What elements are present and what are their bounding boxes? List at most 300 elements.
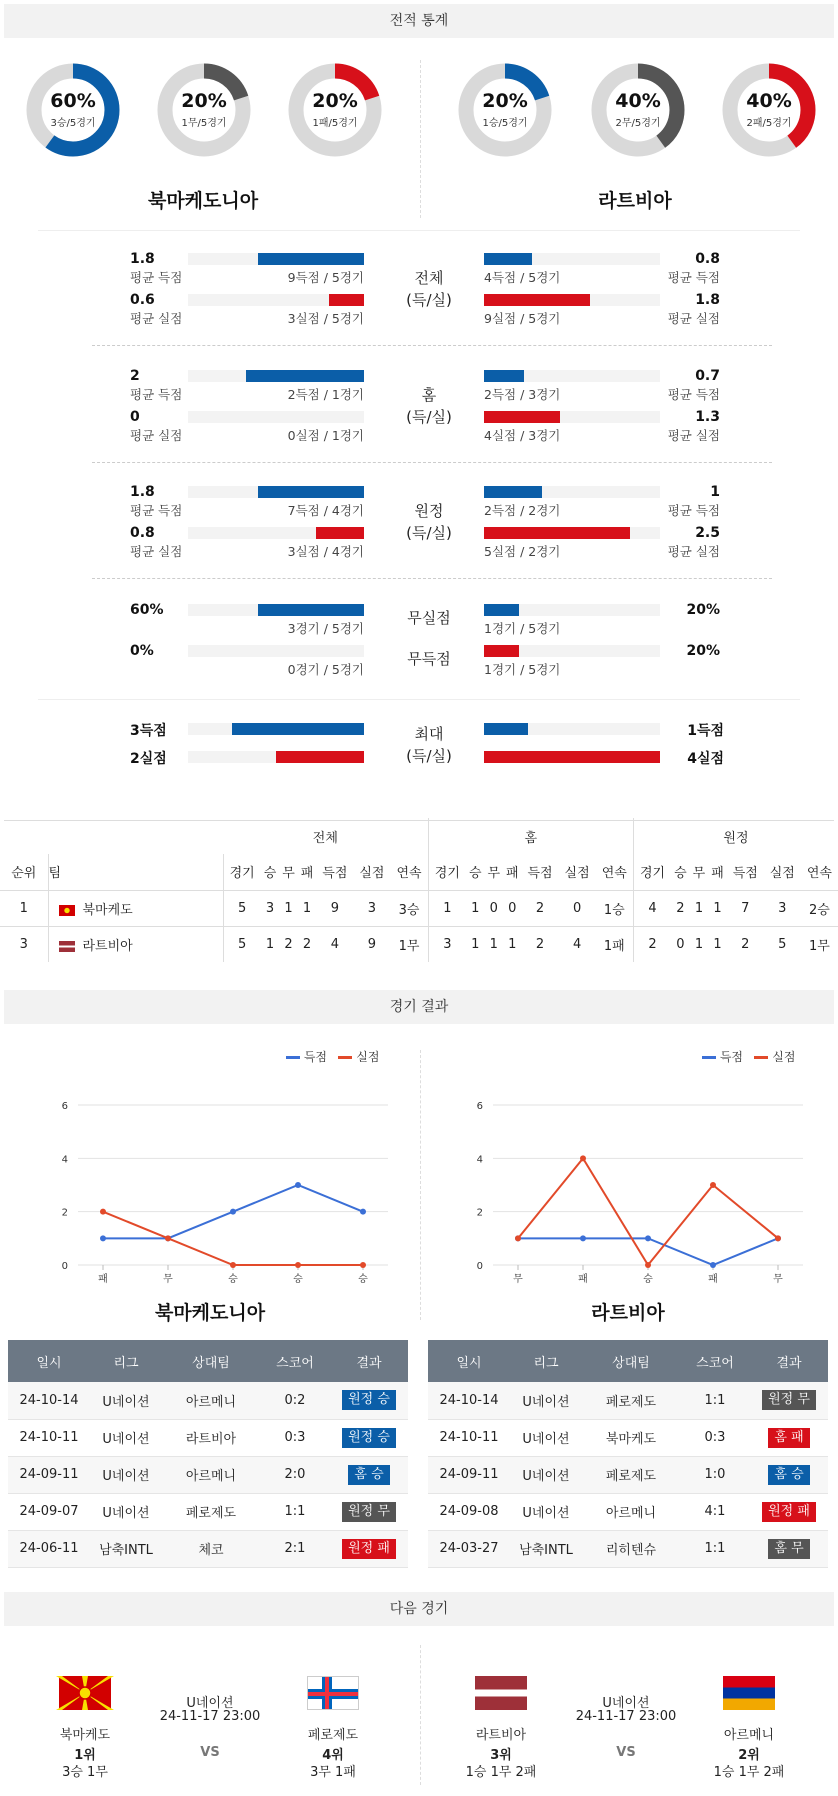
group-away: 원정 [723, 830, 749, 846]
standings-cell: 1 [471, 936, 480, 952]
result-outcome [330, 1493, 408, 1530]
legend-right [702, 1048, 795, 1065]
y-tick-label: 0 [61, 1261, 68, 1272]
home-stat-value: 0.8 [130, 525, 155, 541]
result-score: 1:1 [680, 1530, 750, 1567]
standings-header-cell: 경기 [434, 866, 460, 882]
standings-cell: 5 [238, 900, 247, 916]
next-league: U네이션 [602, 1696, 650, 1711]
results-header-row [8, 1340, 408, 1382]
away-stat-count: 9실점 / 5경기 [484, 311, 561, 326]
results-header-cell: 스코어 [260, 1340, 330, 1382]
standings-cell: 3승 [390, 890, 428, 926]
standings-rank: 1 [0, 890, 48, 926]
x-tick-label: 패 [708, 1274, 718, 1285]
home-team-name: 북마케도니아 [147, 190, 259, 212]
result-outcome [750, 1493, 828, 1530]
next-right-team: 페로제도 [307, 1728, 359, 1743]
team-flag-icon [475, 1676, 527, 1710]
donut-percent: 20% [181, 90, 227, 112]
result-badge: 원정 패 [342, 1539, 396, 1559]
donut-sub: 3승/5경기 [50, 118, 96, 129]
standings-cell: 1무 [808, 938, 830, 954]
result-score: 1:1 [260, 1493, 330, 1530]
section-header-stats: 전적 통계 [4, 4, 834, 38]
result-date: 24-09-07 [8, 1493, 90, 1530]
standings-cell: 2 [284, 936, 293, 952]
x-tick-label: 무 [513, 1274, 523, 1285]
standings-header-cell: 득점 [527, 866, 553, 882]
standings-header-cell: 무 [487, 866, 501, 882]
standings-cell: 3 [367, 900, 377, 916]
home-stat-label: 평균 실점 [130, 544, 183, 559]
team-flag-icon [59, 941, 75, 952]
home-stat-value: 0 [130, 409, 140, 425]
x-tick-label: 승 [293, 1274, 303, 1285]
result-badge: 원정 패 [762, 1502, 816, 1522]
away-stat-bar [484, 527, 630, 539]
donut-sub: 1승/5경기 [482, 118, 528, 129]
result-league: 남축INTL [510, 1530, 582, 1567]
data-point [360, 1262, 366, 1268]
next-left-rank: 3위 [490, 1748, 512, 1763]
legend-scored-label: 득점 [303, 1050, 328, 1064]
stat-group-title [389, 500, 469, 544]
legend-conceded-label: 실점 [356, 1050, 380, 1064]
result-score: 2:0 [260, 1456, 330, 1493]
x-tick-label: 패 [578, 1274, 588, 1285]
away-team-name: 라트비아 [598, 190, 672, 212]
y-tick-label: 2 [476, 1207, 483, 1219]
home-stat-count: 3경기 / 5경기 [287, 621, 364, 636]
next-left-rank: 1위 [74, 1748, 96, 1763]
away-max-value: 4실점 [687, 751, 724, 767]
result-badge: 홈 승 [768, 1465, 809, 1485]
result-badge: 원정 승 [342, 1428, 396, 1448]
data-point [100, 1209, 106, 1215]
next-right-rank: 4위 [322, 1748, 344, 1763]
standings-header-cell: 승 [263, 866, 277, 882]
donut-sub: 2무/5경기 [615, 118, 661, 129]
home-stat-count: 7득점 / 4경기 [287, 503, 364, 518]
standings-cell: 1 [508, 936, 517, 952]
result-badge: 홈 패 [768, 1428, 809, 1448]
standings-header-cell: 순위 [0, 854, 48, 890]
clean-stat-title: 무실점 [407, 609, 451, 627]
result-date: 24-06-11 [8, 1530, 90, 1567]
away-max-bar-track [484, 723, 660, 735]
standings-header-cell: 연속 [806, 866, 832, 882]
away-stat-value: 20% [686, 643, 720, 659]
standings-cell: 2 [648, 936, 657, 952]
data-point [360, 1209, 366, 1215]
standings-team [48, 926, 223, 962]
standings-header-cell: 득점 [732, 866, 758, 882]
legend-conceded-swatch [338, 1056, 352, 1059]
donut-sub: 2패/5경기 [746, 118, 792, 129]
standings-header-cell: 패 [711, 866, 724, 882]
section-header-results: 경기 결과 [4, 990, 834, 1024]
home-stat-count: 2득점 / 1경기 [287, 387, 364, 402]
standings-team-name: 북마케도 [82, 902, 133, 918]
stat-group-title-line: 원정 [414, 502, 444, 520]
divider [92, 462, 772, 463]
divider [92, 345, 772, 346]
result-outcome [330, 1382, 408, 1419]
result-league: U네이션 [510, 1493, 582, 1530]
home-stat-bar-track [188, 253, 364, 265]
donut-chart [25, 62, 121, 158]
standings-cell: 1승 [596, 890, 634, 926]
x-tick-label: 패 [98, 1274, 108, 1285]
result-date: 24-10-14 [428, 1382, 510, 1419]
standings-table [0, 818, 838, 962]
result-date: 24-09-11 [8, 1456, 90, 1493]
away-stat-label: 평균 득점 [667, 387, 720, 402]
data-point [775, 1235, 781, 1241]
home-stat-bar [329, 294, 364, 306]
away-stat-label: 평균 실점 [667, 428, 720, 443]
results-row [8, 1456, 408, 1493]
result-date: 24-10-11 [8, 1419, 90, 1456]
standings-header-cell: 승 [674, 866, 687, 882]
standings-header-cell: 실점 [564, 866, 590, 882]
results-chart-home [30, 1095, 410, 1285]
result-score: 2:1 [260, 1530, 330, 1567]
away-stat-bar-track [484, 645, 660, 657]
standings-cell: 1 [713, 900, 722, 916]
home-stat-label: 평균 득점 [130, 270, 183, 285]
standings-cell: 3 [265, 900, 275, 916]
standings-cell: 1 [713, 936, 722, 952]
data-point [580, 1235, 586, 1241]
home-stat-bar [258, 486, 364, 498]
standings-cell: 1 [265, 936, 275, 952]
y-tick-label: 2 [61, 1207, 68, 1219]
result-opponent: 리히텐슈 [582, 1530, 680, 1567]
away-stat-count: 4득점 / 5경기 [484, 270, 561, 285]
data-point [165, 1235, 171, 1241]
data-point [100, 1235, 106, 1241]
standings-rank: 3 [0, 926, 48, 962]
standings-cell: 0 [676, 936, 685, 952]
donut-percent: 20% [482, 90, 528, 112]
away-stat-value: 1.3 [695, 409, 720, 425]
y-tick-label: 4 [61, 1154, 68, 1166]
y-tick-label: 0 [476, 1261, 483, 1272]
donut-percent: 40% [615, 90, 661, 112]
divider [420, 1645, 421, 1785]
result-opponent: 아르메니 [162, 1382, 260, 1419]
home-stat-bar [246, 370, 364, 382]
next-left-team: 북마케도 [59, 1728, 111, 1743]
away-stat-value: 1.8 [695, 292, 720, 308]
home-stat-value: 0% [130, 643, 154, 659]
standings-cell: 2승 [808, 902, 830, 918]
result-badge: 원정 무 [342, 1502, 396, 1522]
away-stat-count: 5실점 / 2경기 [484, 544, 561, 559]
results-header-row [428, 1340, 828, 1382]
stat-group-title [389, 384, 469, 428]
x-tick-label: 무 [163, 1274, 173, 1285]
max-title-line: (득/실) [406, 747, 452, 765]
results-row [428, 1530, 828, 1567]
divider [38, 699, 800, 700]
result-score: 1:0 [680, 1456, 750, 1493]
legend-scored-swatch [702, 1056, 716, 1059]
standings-cell: 2 [535, 900, 545, 916]
donut-chart [287, 62, 383, 158]
standings-cell: 1 [302, 900, 312, 916]
away-stat-bar [484, 253, 532, 265]
standings-header-cell: 승 [468, 866, 482, 882]
away-stat-label: 평균 실점 [667, 544, 720, 559]
standings-cell: 9 [367, 936, 377, 952]
standings-cell: 2 [676, 900, 685, 916]
standings-header-cell: 무 [282, 866, 295, 882]
results-header-cell: 결과 [750, 1340, 828, 1382]
standings-cell: 2 [741, 936, 750, 952]
donut-chart [590, 62, 686, 158]
result-score: 0:3 [260, 1419, 330, 1456]
next-right-record: 3무 1패 [310, 1765, 356, 1780]
max-title [389, 723, 469, 767]
standings-cell: 4 [330, 936, 339, 952]
data-point [230, 1262, 236, 1268]
next-vs: VS [200, 1745, 220, 1760]
standings-cell: 1 [284, 900, 293, 916]
legend-scored-swatch [286, 1056, 300, 1059]
donut-sub: 1무/5경기 [181, 118, 227, 129]
standings-header-cell: 득점 [322, 866, 348, 882]
home-stat-label: 평균 실점 [130, 311, 183, 326]
series-line-scored [518, 1238, 778, 1265]
away-stat-value: 0.7 [695, 368, 720, 384]
standings-header-row [0, 854, 838, 890]
standings-cell: 3 [443, 936, 452, 952]
home-max-bar-track [188, 723, 364, 735]
results-row [428, 1493, 828, 1530]
result-score: 0:2 [260, 1382, 330, 1419]
legend-conceded-label: 실점 [772, 1050, 796, 1064]
standings-cell: 2 [535, 936, 545, 952]
home-stat-label: 평균 득점 [130, 387, 183, 402]
team-flag-icon [59, 905, 75, 916]
standings-header-cell: 경기 [639, 866, 666, 882]
away-team-name: 라트비아 [591, 1302, 665, 1324]
donut-sub: 1패/5경기 [312, 118, 358, 129]
result-league: U네이션 [510, 1382, 582, 1419]
results-row [8, 1493, 408, 1530]
next-vs: VS [616, 1745, 636, 1760]
result-date: 24-09-08 [428, 1493, 510, 1530]
away-stat-bar [484, 370, 524, 382]
group-total: 전체 [223, 818, 428, 854]
result-opponent: 북마케도 [582, 1419, 680, 1456]
standings-header-cell: 연속 [596, 854, 634, 890]
standings-header-cell: 실점 [769, 866, 795, 882]
home-stat-value: 0.6 [130, 292, 155, 308]
standings-cell: 1패 [596, 926, 634, 962]
max-title-line: 최대 [414, 725, 444, 743]
result-badge: 홈 무 [768, 1539, 809, 1559]
team-flag-icon [59, 1676, 111, 1710]
divider [420, 1050, 421, 1320]
standings-cell: 0 [572, 900, 582, 916]
standings-header-cell: 패 [505, 866, 519, 882]
standings-header-cell: 경기 [229, 866, 255, 882]
results-header-cell: 결과 [330, 1340, 408, 1382]
standings-header-cell: 실점 [359, 866, 385, 882]
away-stat-bar-track [484, 604, 660, 616]
home-stat-count: 9득점 / 5경기 [287, 270, 364, 285]
next-league: U네이션 [186, 1696, 234, 1711]
away-stat-bar-track [484, 527, 660, 539]
result-outcome [750, 1456, 828, 1493]
data-point [515, 1235, 521, 1241]
standings-cell: 1 [489, 936, 498, 952]
result-opponent: 아르메니 [162, 1456, 260, 1493]
x-tick-label: 무 [773, 1274, 783, 1285]
away-max-bar-track [484, 751, 660, 763]
result-opponent: 페로제도 [582, 1382, 680, 1419]
home-stat-bar-track [188, 294, 364, 306]
results-header-cell: 리그 [510, 1340, 582, 1382]
result-league: U네이션 [90, 1382, 162, 1419]
flag-cross-h-red [308, 1692, 358, 1696]
standings-cell: 4 [572, 936, 582, 952]
next-left-team: 라트비아 [475, 1728, 527, 1743]
standings-team-name: 라트비아 [82, 938, 133, 954]
standings-cell: 5 [778, 936, 787, 952]
result-opponent: 페로제도 [162, 1493, 260, 1530]
next-right-team: 아르메니 [723, 1728, 775, 1743]
y-tick-label: 6 [476, 1101, 483, 1112]
home-stat-bar [316, 527, 364, 539]
home-stat-label: 평균 실점 [130, 428, 183, 443]
standings-cell: 4 [648, 900, 657, 916]
standings-row [0, 926, 838, 962]
results-row [8, 1530, 408, 1567]
home-stat-bar-track [188, 370, 364, 382]
home-stat-value: 60% [130, 602, 164, 618]
home-stat-value: 1.8 [130, 251, 155, 267]
divider [38, 230, 800, 231]
home-max-value: 2실점 [130, 751, 167, 767]
team-flag-icon [723, 1676, 775, 1710]
away-stat-bar-track [484, 253, 660, 265]
away-stat-value: 2.5 [695, 525, 720, 541]
home-stat-label: 평균 득점 [130, 503, 183, 518]
home-stat-value: 2 [130, 368, 140, 384]
away-max-bar [484, 751, 660, 763]
standings-cell: 1무 [390, 926, 428, 962]
next-right-rank: 2위 [738, 1748, 760, 1763]
result-score: 0:3 [680, 1419, 750, 1456]
away-stat-bar [484, 604, 519, 616]
data-point [580, 1155, 586, 1161]
data-point [295, 1182, 301, 1188]
result-outcome [330, 1530, 408, 1567]
result-badge: 원정 승 [342, 1390, 396, 1410]
donut-chart [156, 62, 252, 158]
results-row [8, 1382, 408, 1419]
next-datetime: 24-11-17 23:00 [575, 1709, 677, 1724]
legend-left [286, 1048, 379, 1065]
away-stat-bar [484, 294, 590, 306]
flag-rays [59, 1676, 111, 1710]
result-outcome [330, 1456, 408, 1493]
away-max-bar [484, 723, 528, 735]
away-stat-value: 20% [686, 602, 720, 618]
standings-cell: 3 [778, 900, 787, 916]
stat-group-title-line: (득/실) [406, 408, 452, 426]
donut-chart [721, 62, 817, 158]
results-table-away [428, 1340, 828, 1568]
result-league: 남축INTL [90, 1530, 162, 1567]
donut-percent: 20% [312, 90, 358, 112]
donut-chart [457, 62, 553, 158]
away-stat-count: 1경기 / 5경기 [484, 621, 561, 636]
home-stat-count: 0경기 / 5경기 [287, 662, 364, 677]
home-max-value: 3득점 [130, 723, 167, 739]
flag-sun [79, 1687, 91, 1699]
x-tick-label: 승 [643, 1274, 653, 1285]
y-tick-label: 6 [61, 1101, 68, 1112]
home-stat-bar-track [188, 645, 364, 657]
away-stat-bar [484, 645, 519, 657]
result-league: U네이션 [510, 1456, 582, 1493]
home-max-bar [276, 751, 364, 763]
stat-group-title [389, 267, 469, 311]
standings-group-row [0, 818, 838, 854]
results-header-cell: 스코어 [680, 1340, 750, 1382]
away-max-value: 1득점 [687, 723, 724, 739]
away-stat-bar [484, 411, 560, 423]
result-outcome [750, 1419, 828, 1456]
result-date: 24-09-11 [428, 1456, 510, 1493]
result-opponent: 체코 [162, 1530, 260, 1567]
clean-stat-title: 무득점 [407, 650, 451, 668]
result-date: 24-03-27 [428, 1530, 510, 1567]
stat-group-title-line: (득/실) [406, 524, 452, 542]
standings-cell: 9 [330, 900, 339, 916]
section-header-next: 다음 경기 [4, 1592, 834, 1626]
away-stat-bar-track [484, 411, 660, 423]
result-outcome [750, 1382, 828, 1419]
legend-scored-label: 득점 [719, 1050, 744, 1064]
standings-cell: 5 [238, 936, 247, 952]
result-league: U네이션 [510, 1419, 582, 1456]
legend-conceded-swatch [754, 1056, 768, 1059]
home-stat-bar [258, 604, 364, 616]
stat-group-title-line: (득/실) [406, 291, 452, 309]
home-stat-value: 1.8 [130, 484, 155, 500]
data-point [645, 1235, 651, 1241]
results-header-cell: 일시 [428, 1340, 510, 1382]
x-tick-label: 승 [358, 1274, 368, 1285]
result-score: 4:1 [680, 1493, 750, 1530]
results-row [428, 1419, 828, 1456]
results-row [8, 1419, 408, 1456]
standings-cell: 1 [471, 900, 480, 916]
away-stat-count: 4실점 / 3경기 [484, 428, 561, 443]
stat-group-title-line: 홈 [421, 386, 437, 404]
standings-header-cell: 연속 [390, 854, 428, 890]
standings-cell: 2 [302, 936, 312, 952]
standings-row [0, 890, 838, 926]
stat-group-title-line: 전체 [414, 269, 444, 287]
